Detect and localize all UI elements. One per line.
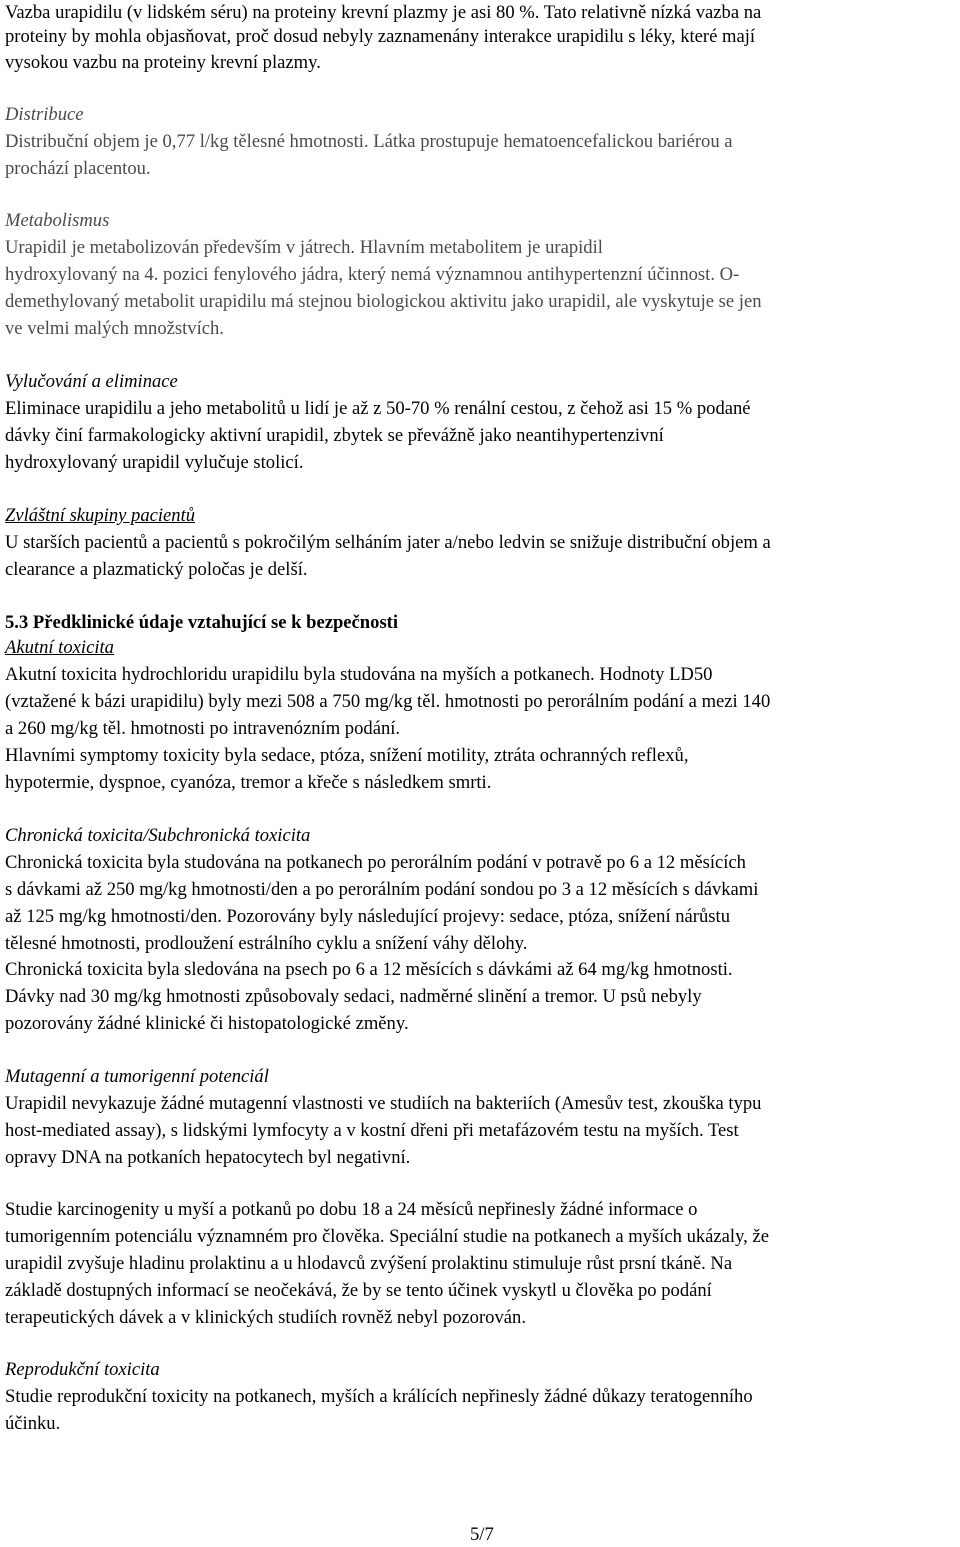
paragraph-line: Chronická toxicita byla sledována na psech po 6 a 12 měsících s dávkámi až 64 mg/kg hmotnosti. bbox=[5, 959, 733, 980]
section-heading-distribuce: Distribuce bbox=[5, 104, 84, 125]
paragraph-line: Urapidil je metabolizován především v játrech. Hlavním metabolitem je urapidil bbox=[5, 237, 603, 258]
page-number: 5/7 bbox=[470, 1524, 494, 1545]
paragraph-line: hydroxylovaný na 4. pozici fenylového jádra, který nemá významnou antihypertenzní účinnost. O- bbox=[5, 264, 740, 285]
paragraph-line: Chronická toxicita byla studována na potkanech po perorálním podání v potravě po 6 a 12 měsících bbox=[5, 852, 746, 873]
paragraph-line: hydroxylovaný urapidil vylučuje stolicí. bbox=[5, 452, 304, 473]
paragraph-line: Distribuční objem je 0,77 l/kg tělesné hmotnosti. Látka prostupuje hematoencefalickou bariérou a bbox=[5, 131, 733, 152]
paragraph-line: clearance a plazmatický poločas je delší. bbox=[5, 559, 308, 580]
paragraph-line: prochází placentou. bbox=[5, 158, 151, 179]
paragraph-line: hypotermie, dyspnoe, cyanóza, tremor a křeče s následkem smrti. bbox=[5, 772, 492, 793]
section-heading-5-3: 5.3 Předklinické údaje vztahující se k bezpečnosti bbox=[5, 612, 399, 633]
paragraph-line: demethylovaný metabolit urapidilu má stejnou biologickou aktivitu jako urapidil, ale vyskytuje se jen bbox=[5, 291, 762, 312]
paragraph-line: Dávky nad 30 mg/kg hmotnosti způsobovaly sedaci, nadměrné slinění a tremor. U psů nebyly bbox=[5, 986, 702, 1007]
paragraph-line: až 125 mg/kg hmotnosti/den. Pozorovány byly následující projevy: sedace, ptóza, snížení nárůstu bbox=[5, 906, 730, 927]
section-heading-skupiny: Zvláštní skupiny pacientů bbox=[5, 505, 196, 526]
subheading-chronicka: Chronická toxicita/Subchronická toxicita bbox=[5, 825, 311, 846]
paragraph-line: pozorovány žádné klinické či histopatologické změny. bbox=[5, 1013, 409, 1034]
section-heading-vylucovani: Vylučování a eliminace bbox=[5, 371, 178, 392]
subheading-mutagenni: Mutagenní a tumorigenní potenciál bbox=[5, 1066, 269, 1087]
paragraph-line: tumorigenním potenciálu významném pro člověka. Speciální studie na potkanech a myších ukázaly, že bbox=[5, 1226, 769, 1247]
paragraph-line: Studie karcinogenity u myší a potkanů po dobu 18 a 24 měsíců nepřinesly žádné informace o bbox=[5, 1199, 698, 1220]
paragraph-line: a 260 mg/kg těl. hmotnosti po intravenózním podání. bbox=[5, 718, 401, 739]
paragraph-line: účinku. bbox=[5, 1413, 61, 1434]
paragraph-line: Hlavními symptomy toxicity byla sedace, ptóza, snížení motility, ztráta ochranných reflexů, bbox=[5, 745, 689, 766]
paragraph-line: Studie reprodukční toxicity na potkanech, myších a králících nepřinesly žádné důkazy teratogenního bbox=[5, 1386, 753, 1407]
paragraph-line: základě dostupných informací se neočekává, že by se tento účinek vyskytl u člověka po podání bbox=[5, 1280, 712, 1301]
paragraph-line: ve velmi malých množstvích. bbox=[5, 318, 224, 339]
paragraph-line: U starších pacientů a pacientů s pokročilým selháním jater a/nebo ledvin se snižuje distribuční objem a bbox=[5, 532, 771, 553]
paragraph-line: dávky činí farmakologicky aktivní urapidil, zbytek se převážně jako neantihypertenzivní bbox=[5, 425, 664, 446]
paragraph-line: terapeutických dávek a v klinických studiích rovněž nebyl pozorován. bbox=[5, 1307, 526, 1328]
paragraph-line: (vztažené k bázi urapidilu) byly mezi 508 a 750 mg/kg těl. hmotnosti po perorálním podání a mezi 140 bbox=[5, 691, 771, 712]
subheading-akutni: Akutní toxicita bbox=[5, 637, 114, 658]
paragraph-line: Eliminace urapidilu a jeho metabolitů u lidí je až z 50-70 % renální cestou, z čehož asi 15 % podané bbox=[5, 398, 751, 419]
paragraph-line: tělesné hmotnosti, prodloužení estrálního cyklu a snížení váhy dělohy. bbox=[5, 933, 528, 954]
paragraph-line: Akutní toxicita hydrochloridu urapidilu byla studována na myších a potkanech. Hodnoty LD50 bbox=[5, 664, 713, 685]
paragraph-line: opravy DNA na potkaních hepatocytech byl negativní. bbox=[5, 1147, 411, 1168]
subheading-reprodukcni: Reprodukční toxicita bbox=[5, 1359, 160, 1380]
paragraph-line: Urapidil nevykazuje žádné mutagenní vlastnosti ve studiích na bakteriích (Amesův test, zkouška typu bbox=[5, 1093, 762, 1114]
intro-line: vysokou vazbu na proteiny krevní plazmy. bbox=[5, 52, 321, 73]
paragraph-line: host-mediated assay), s lidskými lymfocyty a v kostní dřeni při metafázovém testu na myších. Test bbox=[5, 1120, 739, 1141]
paragraph-line: urapidil zvyšuje hladinu prolaktinu a u hlodavců zvýšení prolaktinu stimuluje růst prsní tkáně. Na bbox=[5, 1253, 733, 1274]
section-heading-metabolismus: Metabolismus bbox=[5, 210, 110, 231]
intro-line: proteiny by mohla objasňovat, proč dosud nebyly zaznamenány interakce urapidilu s léky, které mají bbox=[5, 26, 756, 47]
paragraph-line: s dávkami až 250 mg/kg hmotnosti/den a po perorálním podání sondou po 3 a 12 měsících s dávkami bbox=[5, 879, 759, 900]
intro-line: Vazba urapidilu (v lidském séru) na proteiny krevní plazmy je asi 80 %. Tato relativně nízká vazba na bbox=[5, 2, 762, 23]
